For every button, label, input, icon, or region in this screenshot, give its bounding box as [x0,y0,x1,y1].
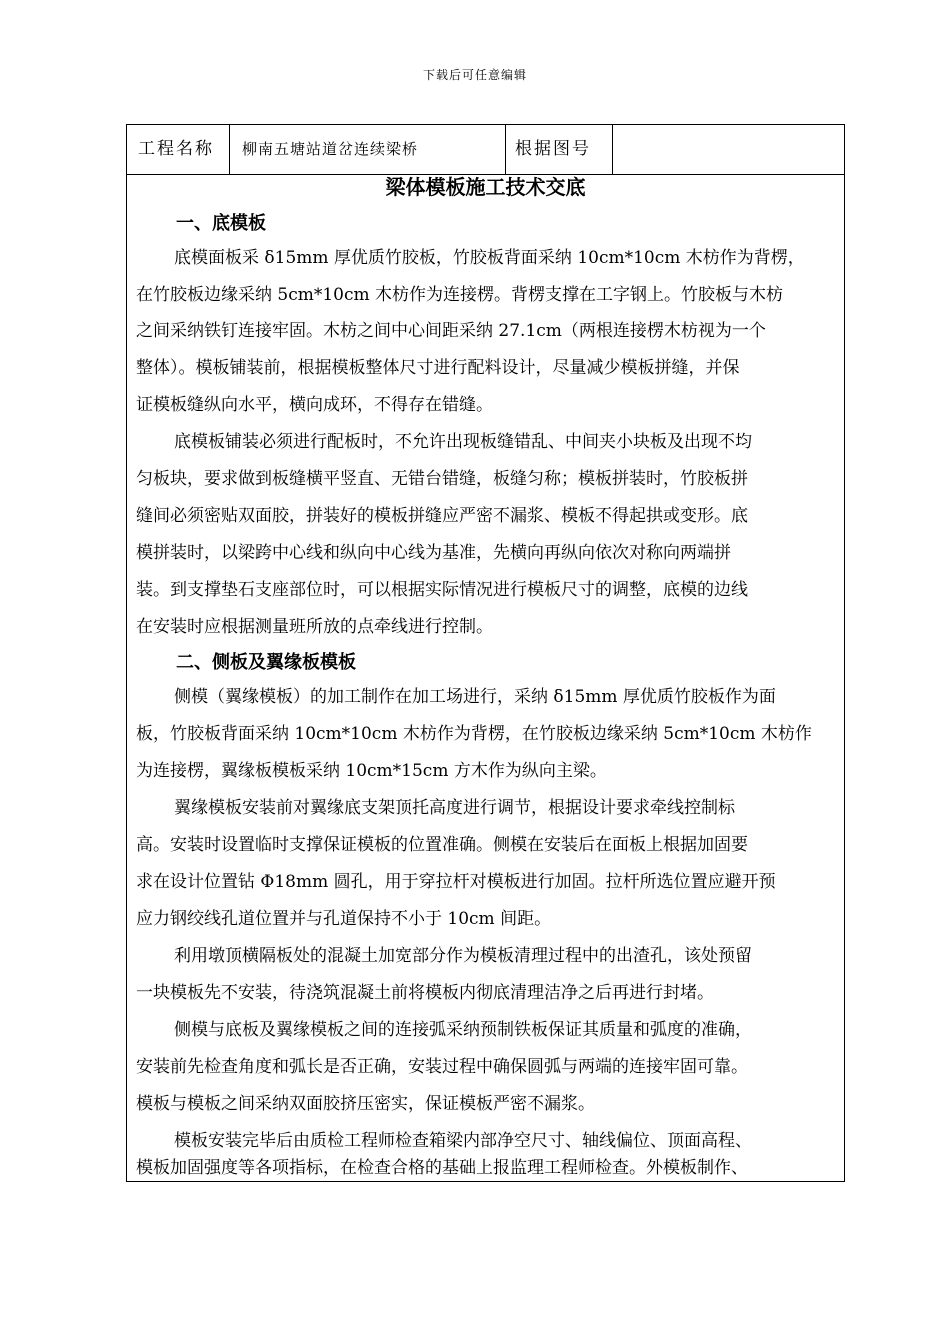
text-line: 整体）。模板铺装前，根据模板整体尺寸进行配料设计，尽量减少模板拼缝，并保 [136,358,740,378]
info-table-row [127,125,844,175]
drawing-no-label: 根据图号 [506,125,613,174]
text-line: 为连接楞，翼缘板模板采纳 10cm*15cm 方木作为纵向主梁。 [136,761,607,781]
text-line: 底模板铺装必须进行配板时，不允许出现板缝错乱、中间夹小块板及出现不均 [174,432,752,452]
project-name-label: 工程名称 [127,125,230,174]
text-line: 在竹胶板边缘采纳 5cm*10cm 木枋作为连接楞。背楞支撑在工字钢上。竹胶板与木枋 [136,285,784,305]
text-line: 一块模板先不安装，待浇筑混凝土前将模板内彻底清理洁净之后再进行封堵。 [136,983,714,1003]
text-line: 证模板缝纵向水平，横向成环，不得存在错缝。 [136,395,493,415]
project-name-value: 柳南五塘站道岔连续梁桥 [230,125,506,174]
page-header: 下载后可任意编辑 [422,68,527,82]
section-heading: 一、底模板 [176,213,266,234]
text-line: 匀板块，要求做到板缝横平竖直、无错台错缝，板缝匀称；模板拼装时，竹胶板拼 [136,469,748,489]
text-line: 求在设计位置钻 Φ18mm 圆孔，用于穿拉杆对模板进行加固。拉杆所选位置应避开预 [136,872,776,892]
section-heading: 二、侧板及翼缘板模板 [176,652,356,673]
text-line: 缝间必须密贴双面胶，拼装好的模板拼缝应严密不漏浆、模板不得起拱或变形。底 [136,506,748,526]
text-line: 板，竹胶板背面采纳 10cm*10cm 木枋作为背楞，在竹胶板边缘采纳 5cm*10cm 木枋作 [136,724,812,744]
text-line: 模板与模板之间采纳双面胶挤压密实，保证模板严密不漏浆。 [136,1094,595,1114]
text-line: 应力钢绞线孔道位置并与孔道保持不小于 10cm 间距。 [136,909,552,929]
text-line: 利用墩顶横隔板处的混凝土加宽部分作为模板清理过程中的出渣孔，该处预留 [174,946,752,966]
text-line: 底模面板采 δ15mm 厚优质竹胶板，竹胶板背面采纳 10cm*10cm 木枋作为背楞， [174,248,805,268]
text-line: 之间采纳铁钉连接牢固。木枋之间中心间距采纳 27.1cm（两根连接楞木枋视为一个 [136,321,766,341]
text-line: 装。到支撑垫石支座部位时，可以根据实际情况进行模板尺寸的调整，底模的边线 [136,580,748,600]
text-line: 安装前先检查角度和弧长是否正确，安装过程中确保圆弧与两端的连接牢固可靠。 [136,1057,748,1077]
text-line: 模板安装完毕后由质检工程师检查箱梁内部净空尺寸、轴线偏位、顶面高程、 [174,1131,752,1151]
text-line: 模拼装时，以梁跨中心线和纵向中心线为基准，先横向再纵向依次对称向两端拼 [136,543,731,563]
text-line: 侧模（翼缘模板）的加工制作在加工场进行，采纳 δ15mm 厚优质竹胶板作为面 [174,687,776,707]
text-line: 高。安装时设置临时支撑保证模板的位置准确。侧模在安装后在面板上根据加固要 [136,835,748,855]
drawing-no-value [613,125,844,174]
document-title: 梁体模板施工技术交底 [385,175,586,199]
text-line: 在安装时应根据测量班所放的点牵线进行控制。 [136,617,493,637]
text-line: 翼缘模板安装前对翼缘底支架顶托高度进行调节，根据设计要求牵线控制标 [174,798,735,818]
text-line: 模板加固强度等各项指标，在检查合格的基础上报监理工程师检查。外模板制作、 [136,1158,748,1178]
text-line: 侧模与底板及翼缘模板之间的连接弧采纳预制铁板保证其质量和弧度的准确， [174,1020,752,1040]
